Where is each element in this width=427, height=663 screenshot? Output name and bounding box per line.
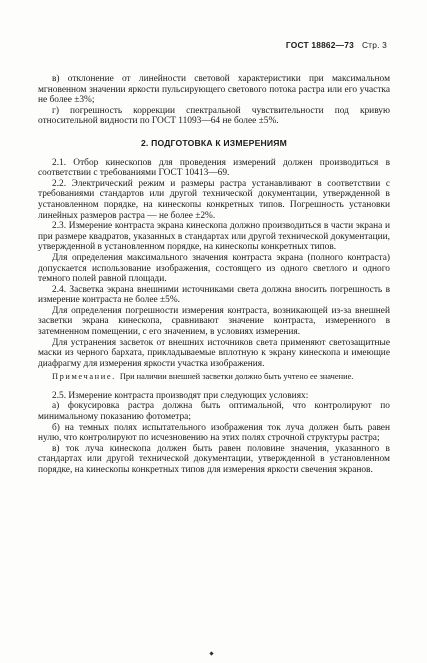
paragraph-item-v: в) отклонение от линейности световой характеристики при максимальном мгновенном значении яркости пульсирующего светового потока растра или его участка не более ±3%; bbox=[38, 74, 390, 106]
standard-number: ГОСТ 18862—73 bbox=[285, 40, 354, 50]
paragraph-2-1: 2.1. Отбор кинескопов для проведения измерений должен производиться в соответствии с требованиями ГОСТ 10413—69. bbox=[38, 157, 390, 179]
paragraph-item-g: г) погрешность коррекции спектральной чувствительности под кривую относительной видности по ГОСТ 11093—64 не более ±5%. bbox=[38, 105, 390, 127]
paragraph-2-4: 2.4. Засветка экрана внешними источниками света должна вносить погрешность в измерение контраста не более ±5%. bbox=[38, 284, 390, 306]
note-text: При наличии внешней засветки должно быть учтено ее значение. bbox=[119, 372, 354, 382]
paragraph-2-4-cont-b: Для устранения засветок от внешних источников света применяют светозащитные маски из черного бархата, прикладываемые вплотную к экрану кинескопа и имеющие диафрагму для измерения яркости участка изображения. bbox=[38, 337, 390, 369]
paragraph-2-4-cont-a: Для определения погрешности измерения контраста, возникающей из-за внешней засветки экрана кинескопа, сравнивают значение контраста, измеренного в затемненном помещении, с его значением, в условиях измерения. bbox=[38, 305, 390, 338]
print-mark bbox=[209, 651, 213, 655]
section-heading: 2. ПОДГОТОВКА К ИЗМЕРЕНИЯМ bbox=[140, 137, 288, 148]
paragraph-2-5-a: а) фокусировка растра должна быть оптимальной, что контролируют по минимальному показанию фотометра; bbox=[38, 401, 390, 423]
note bbox=[38, 372, 390, 382]
paragraph-2-2: 2.2. Электрический режим и размеры растра устанавливают в соответствии с требованиями стандартов или другой технической документации, утвержденной в установленном порядке, на кинескопы конкретных типов. Погрешность установки линейных размеров растра — не более ±2%. bbox=[38, 178, 390, 221]
note-label: Примечание. bbox=[52, 372, 116, 382]
paragraph-2-3: 2.3. Измерение контраста экрана кинескопа должно производиться в части экрана и при размере квадратов, указанных в стандартах или другой технической документации, утвержденной в установленном порядке, на кинескопы конкретных типов. bbox=[38, 221, 390, 253]
paragraph-2-5-v: в) ток луча кинескопа должен быть равен половине значения, указанного в стандартах или другой технической документации, утвержденной в установленном порядке, на кинескопы конкретных типов для измерения яркости свечения экранов. bbox=[38, 443, 390, 475]
paragraph-2-3-cont: Для определения максимального значения контраста экрана (полного контраста) допускается использование изображения, состоящего из одного светлого и одного темного полей равной площади. bbox=[38, 252, 390, 285]
paragraph-2-5: 2.5. Измерение контраста производят при следующих условиях: bbox=[52, 390, 309, 401]
page-number: Стр. 3 bbox=[361, 40, 387, 50]
page-body bbox=[38, 74, 390, 476]
page-header bbox=[286, 40, 387, 50]
paragraph-2-5-b: б) на темных полях испытательного изображения ток луча должен быть равен нулю, что контролируют по исчезновению на этих полях строчной структуры растра; bbox=[38, 422, 390, 444]
